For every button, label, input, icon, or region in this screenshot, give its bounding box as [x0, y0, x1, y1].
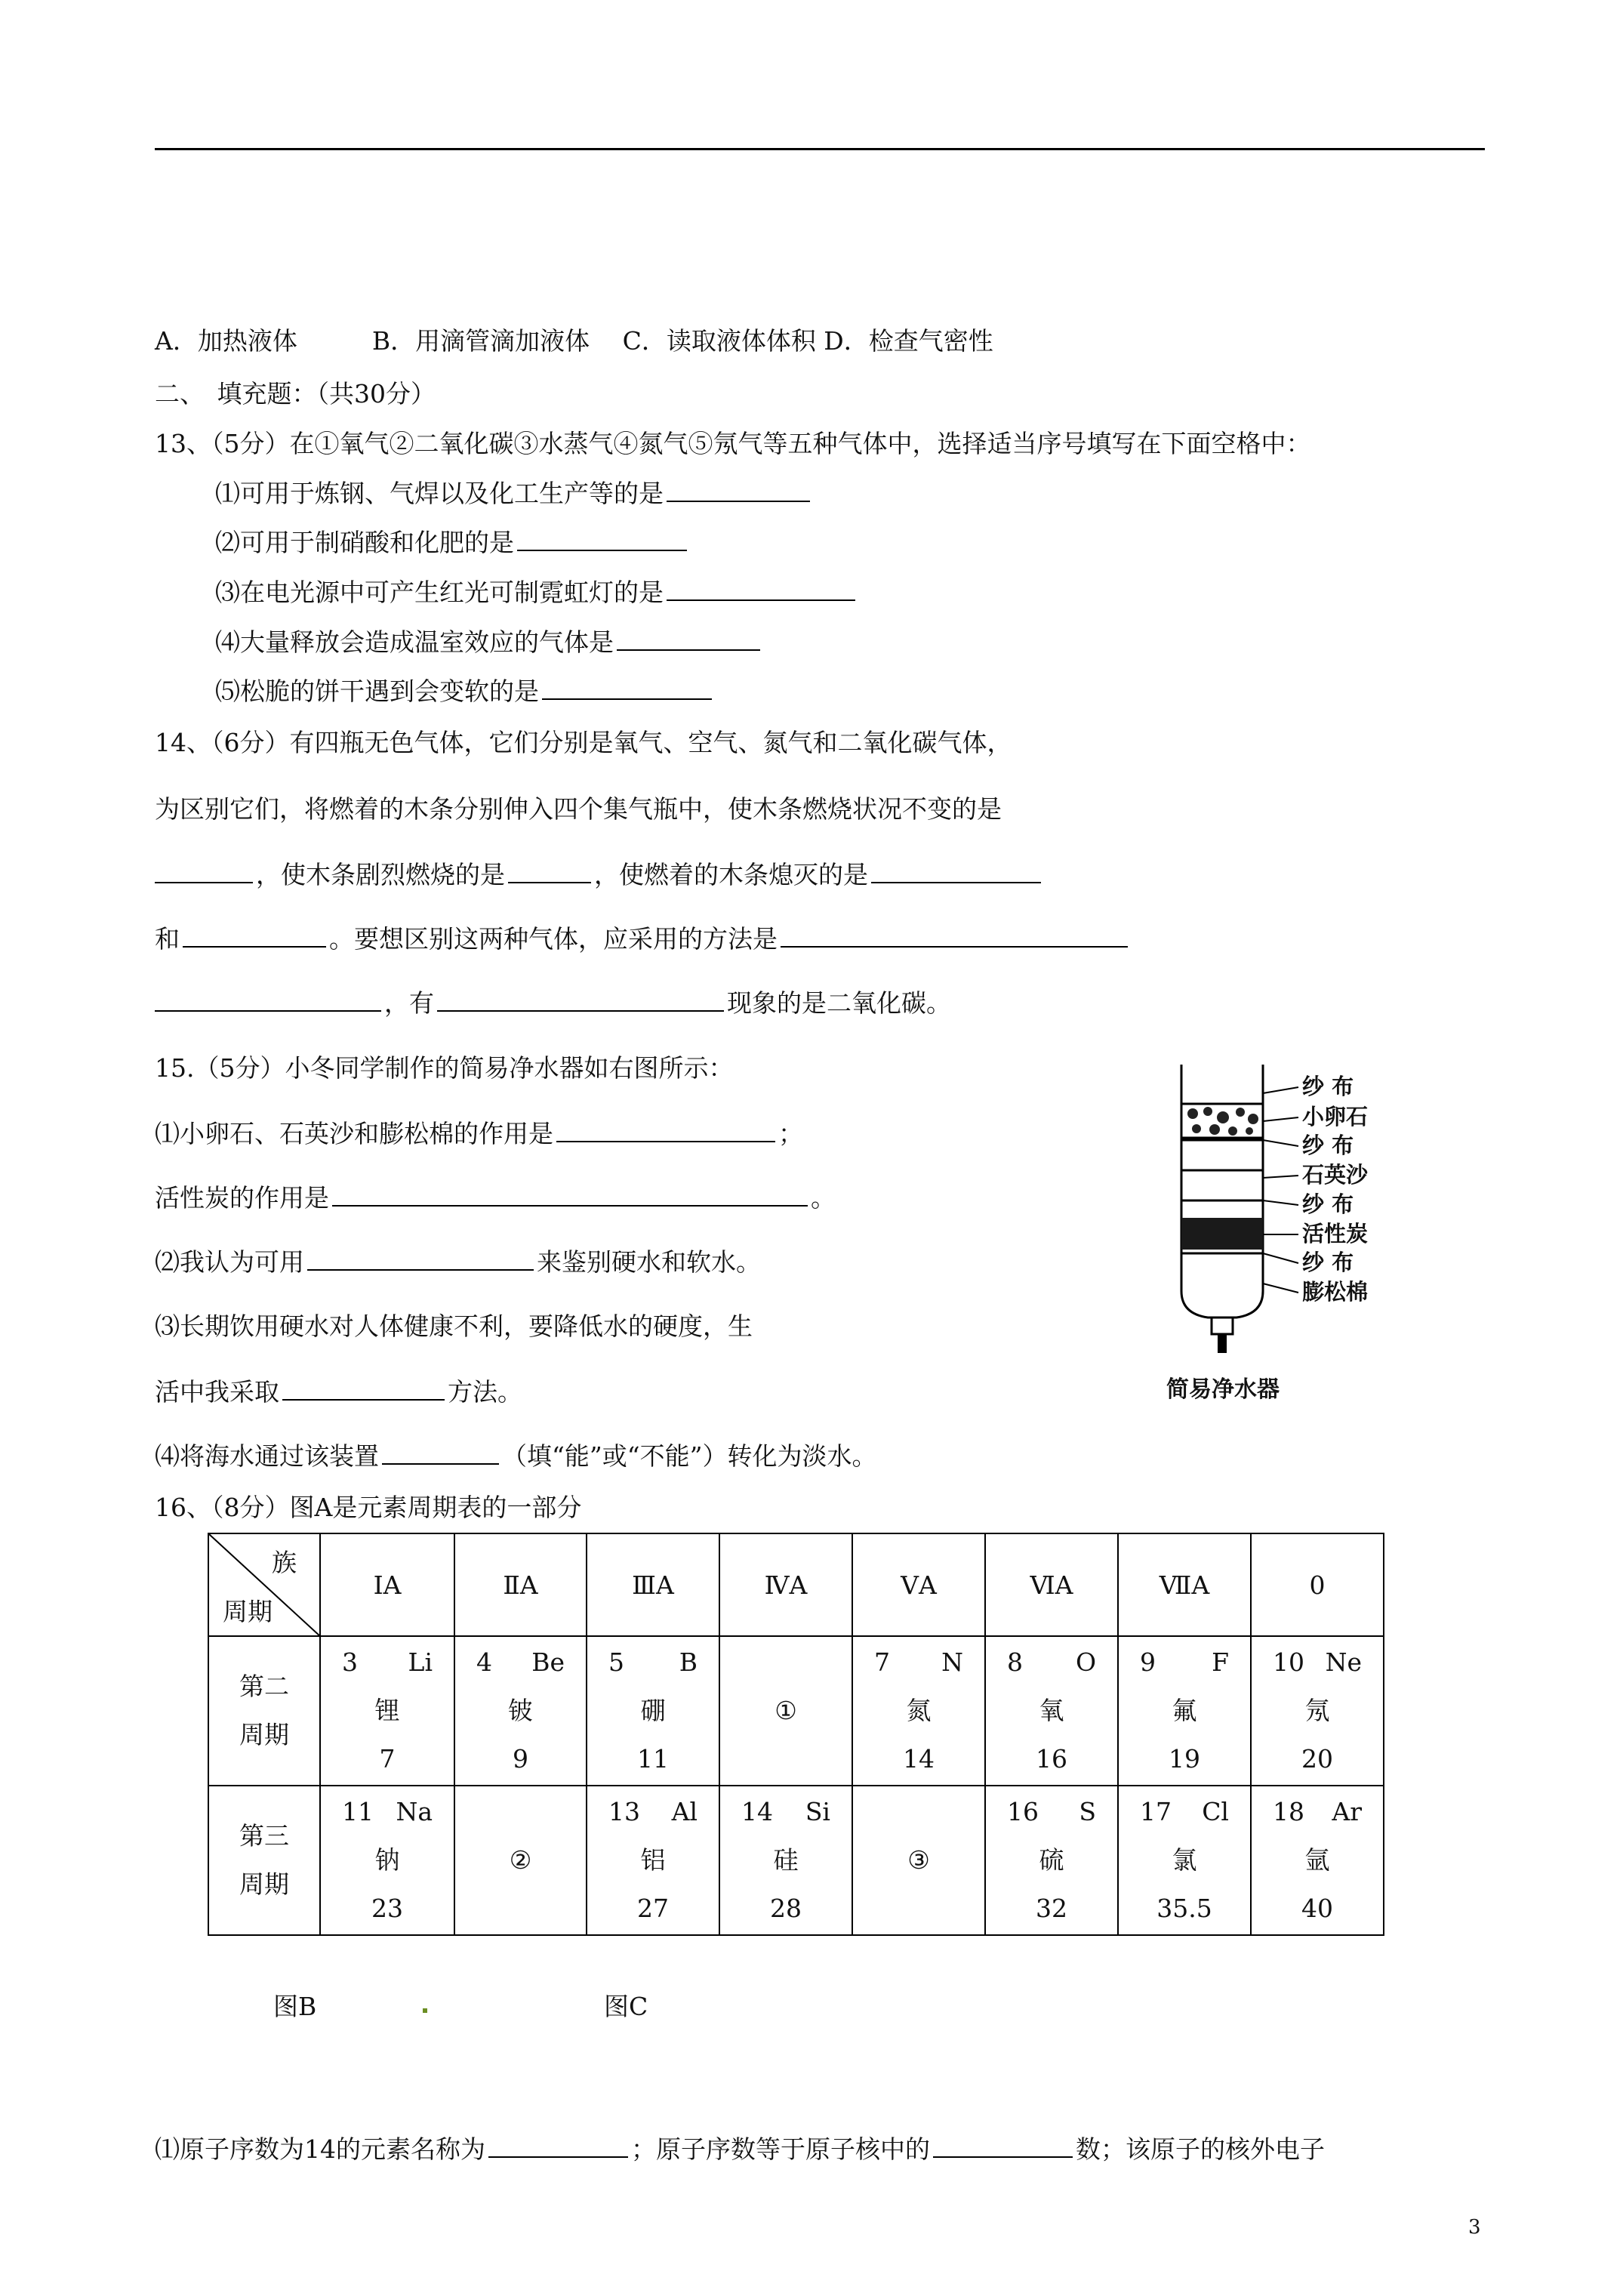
filter-label: 活性炭	[1302, 1221, 1369, 1247]
q15-line-4: ⑵我认为可用 来鉴别硬水和软水。	[155, 1247, 761, 1277]
element-cell: 17 Cl 氯 35.5	[1118, 1786, 1251, 1935]
header-rule	[155, 148, 1485, 150]
element-cell: 8 O 氧 16	[985, 1636, 1118, 1786]
group-header: ⅡA	[454, 1533, 587, 1636]
q14-line-4: 和 。要想区别这两种气体，应采用的方法是	[155, 923, 1131, 956]
element-cell: 7 N 氮 14	[852, 1636, 985, 1786]
answer-blank[interactable]	[282, 1376, 445, 1401]
unknown-element-cell: ①	[719, 1636, 852, 1786]
period-heading: 周期	[223, 1597, 273, 1626]
answer-blank[interactable]	[667, 577, 855, 601]
periodic-table	[208, 1533, 1384, 1936]
q13-item-3: ⑶在电光源中可产生红光可制霓虹灯的是	[215, 576, 858, 609]
element-cell: 18 Ar 氩 40	[1251, 1786, 1384, 1935]
q16-title: 16、（8分）图A是元素周期表的一部分	[155, 1493, 582, 1522]
q15-line-7: ⑷将海水通过该装置 （填“能”或“不能”）转化为淡水。	[155, 1441, 877, 1471]
filter-label: 纱 布	[1302, 1074, 1354, 1099]
filter-label: 石英沙	[1302, 1162, 1369, 1188]
unknown-element-cell: ②	[454, 1786, 587, 1935]
element-cell: 13 Al 铝 27	[587, 1786, 719, 1935]
answer-blank[interactable]	[332, 1182, 808, 1207]
q14-line-5: ，有 现象的是二氧化碳。	[155, 987, 951, 1020]
answer-blank[interactable]	[307, 1247, 534, 1271]
group-header: 0	[1251, 1533, 1384, 1636]
element-cell: 3 Li 锂 7	[320, 1636, 454, 1786]
filter-label: 小卵石	[1302, 1104, 1369, 1130]
section-2-title: 二、 填充题：（共30分）	[155, 379, 436, 408]
q16-sub-1: ⑴原子序数为14的元素名称为 ；原子序数等于原子核中的 数；该原子的核外电子	[155, 2134, 1325, 2164]
q15-line-5: ⑶长期饮用硬水对人体健康不利，要降低水的硬度，生	[155, 1311, 753, 1341]
answer-blank[interactable]	[517, 527, 687, 551]
q13-item-1: ⑴可用于炼钢、气焊以及化工生产等的是	[215, 477, 813, 510]
q15-line-3: 活性炭的作用是 。	[155, 1183, 836, 1213]
group-heading: 族	[272, 1548, 297, 1577]
figure-b-label: 图B	[273, 1992, 317, 2021]
q14-line-2: 为区别它们，将燃着的木条分别伸入四个集气瓶中，使木条燃烧状况不变的是	[155, 794, 1002, 824]
answer-blank[interactable]	[155, 988, 381, 1012]
filter-caption: 简易净水器	[1166, 1376, 1280, 1403]
filter-label: 纱 布	[1302, 1133, 1354, 1158]
group-header: ⅦA	[1118, 1533, 1251, 1636]
table-row	[208, 1636, 1384, 1786]
q13-item-2: ⑵可用于制硝酸和化肥的是	[215, 526, 690, 559]
filter-label: 纱 布	[1302, 1250, 1354, 1275]
q13-item-5: ⑸松脆的饼干遇到会变软的是	[215, 675, 715, 708]
element-cell: 16 S 硫 32	[985, 1786, 1118, 1935]
answer-blank[interactable]	[542, 676, 712, 700]
figure-c-label: 图C	[604, 1992, 648, 2021]
q14-line-3: ，使木条剧烈燃烧的是 ，使燃着的木条熄灭的是	[155, 858, 1044, 892]
answer-blank[interactable]	[781, 923, 1128, 948]
group-header: ⅠA	[320, 1533, 454, 1636]
element-cell: 4 Be 铍 9	[454, 1636, 587, 1786]
period-label: 第二 周期	[208, 1636, 320, 1786]
period-label: 第三 周期	[208, 1786, 320, 1935]
answer-blank[interactable]	[155, 859, 253, 883]
answer-blank[interactable]	[871, 859, 1041, 883]
answer-blank[interactable]	[488, 2134, 628, 2158]
element-cell: 5 B 硼 11	[587, 1636, 719, 1786]
answer-blank[interactable]	[667, 478, 810, 502]
unknown-element-cell: ③	[852, 1786, 985, 1935]
group-header: ⅥA	[985, 1533, 1118, 1636]
answer-blank[interactable]	[437, 988, 724, 1012]
table-header-row	[208, 1533, 1384, 1636]
element-cell: 11 Na 钠 23	[320, 1786, 454, 1935]
element-cell: 10 Ne 氖 20	[1251, 1636, 1384, 1786]
answer-blank[interactable]	[556, 1118, 775, 1142]
page-number: 3	[1468, 2216, 1481, 2239]
answer-blank[interactable]	[508, 859, 591, 883]
answer-blank[interactable]	[382, 1441, 499, 1465]
group-header: ⅢA	[587, 1533, 719, 1636]
filter-label: 膨松棉	[1302, 1279, 1369, 1305]
q13-stem: 13、（5分）在①氧气②二氧化碳③水蒸气④氮气⑤氖气等五种气体中，选择适当序号填写在下面空格中：	[155, 429, 1311, 458]
q15-line-1: 15.（5分）小冬同学制作的简易净水器如右图所示：	[155, 1053, 734, 1083]
answer-blank[interactable]	[933, 2134, 1073, 2158]
corner-cell	[208, 1533, 320, 1636]
element-cell: 14 Si 硅 28	[719, 1786, 852, 1935]
table-row	[208, 1786, 1384, 1935]
filter-label: 纱 布	[1302, 1191, 1354, 1217]
q13-item-4: ⑷大量释放会造成温室效应的气体是	[215, 626, 763, 659]
answer-blank[interactable]	[617, 627, 760, 651]
decorative-dot	[423, 2008, 427, 2013]
q14-line-1: 14、（6分）有四瓶无色气体，它们分别是氧气、空气、氮气和二氧化碳气体，	[155, 728, 1012, 757]
q15-line-6: 活中我采取 方法。	[155, 1377, 522, 1407]
q15-line-2: ⑴小卵石、石英沙和膨松棉的作用是 ；	[155, 1119, 803, 1148]
q12-options: A．加热液体 B．用滴管滴加液体 C．读取液体体积 D．检查气密性	[155, 326, 993, 356]
group-header: ⅣA	[719, 1533, 852, 1636]
answer-blank[interactable]	[183, 923, 326, 948]
group-header: ⅤA	[852, 1533, 985, 1636]
water-filter-figure	[1151, 1065, 1400, 1404]
element-cell: 9 F 氟 19	[1118, 1636, 1251, 1786]
